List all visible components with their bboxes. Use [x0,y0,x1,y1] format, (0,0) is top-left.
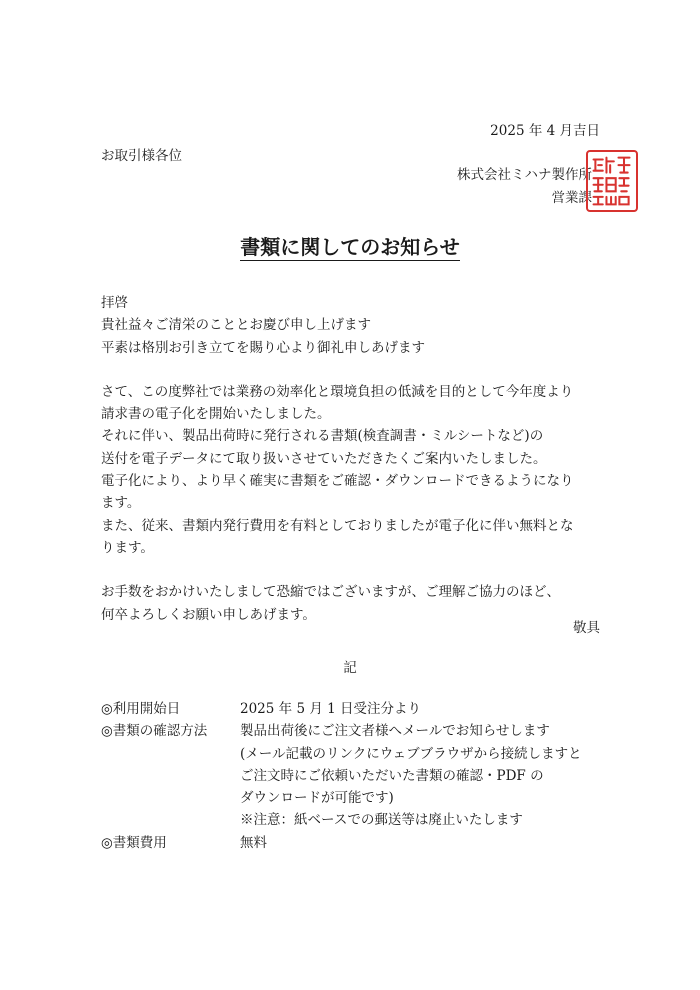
closing-line: お手数をおかけいたしまして恐縮ではございますが、ご理解ご協力のほど、 [101,584,560,601]
spec-label: ◎書類費用 [101,834,167,851]
spec-row-confirm-method [101,720,582,831]
spec-label: ◎利用開始日 [101,701,181,717]
spec-list [101,698,582,854]
spec-value: (メール記載のリンクにウェブブラウザから接続しますと [240,745,582,762]
body-line: ます。 [101,495,141,512]
company-name: 株式会社ミハナ製作所 [457,167,592,183]
addressee: お取引様各位 [101,148,182,164]
spec-label: ◎書類の確認方法 [101,723,208,740]
company-seal-icon [586,150,638,212]
spec-value: 2025 年 5 月 1 日受注分より [240,701,421,717]
body-line: ります。 [101,539,154,556]
closing-line: 何卒よろしくお願い申しあげます。 [101,606,316,623]
spec-row-fee [101,832,582,854]
spec-row-start-date [101,698,582,720]
spec-value: 製品出荷後にご注文者様へメールでお知らせします [240,723,550,740]
body-line: 電子化により、より早く確実に書類をご確認・ダウンロードできるようになり [101,473,574,490]
spec-value: 無料 [240,834,267,851]
greeting-opening: 拝啓 [101,295,128,311]
issue-date: 2025 年 4 月吉日 [490,123,600,139]
notice-title: 書類に関してのお知らせ [240,235,460,259]
body-line: それに伴い、製品出荷時に発行される書類(検査調書・ミルシートなど)の [101,428,544,445]
closing-keigu: 敬具 [573,620,600,636]
body-line: 請求書の電子化を開始いたしました。 [101,406,331,423]
spec-value-group [240,720,582,831]
spec-value: ご注文時にご依頼いただいた書類の確認・PDF の [240,767,544,784]
spec-value: ダウンロードが可能です) [240,790,394,807]
body-line: さて、この度弊社では業務の効率化と環境負担の低減を目的として今年度より [101,383,574,400]
greeting-line: 貴社益々ご清栄のこととお慶び申し上げます [101,317,371,334]
ki-heading: 記 [343,660,357,676]
spec-value: ※注意：紙ベースでの郵送等は廃止いたします [240,812,523,829]
department-name: 営業課 [551,190,592,206]
body-line: また、従来、書類内発行費用を有料としておりましたが電子化に伴い無料とな [101,517,574,534]
letter-body [101,292,621,626]
greeting-line: 平素は格別お引き立てを賜り心より御礼申しあげます [101,339,425,356]
body-line: 送付を電子データにて取り扱いさせていただきたくご案内いたしました。 [101,450,547,467]
